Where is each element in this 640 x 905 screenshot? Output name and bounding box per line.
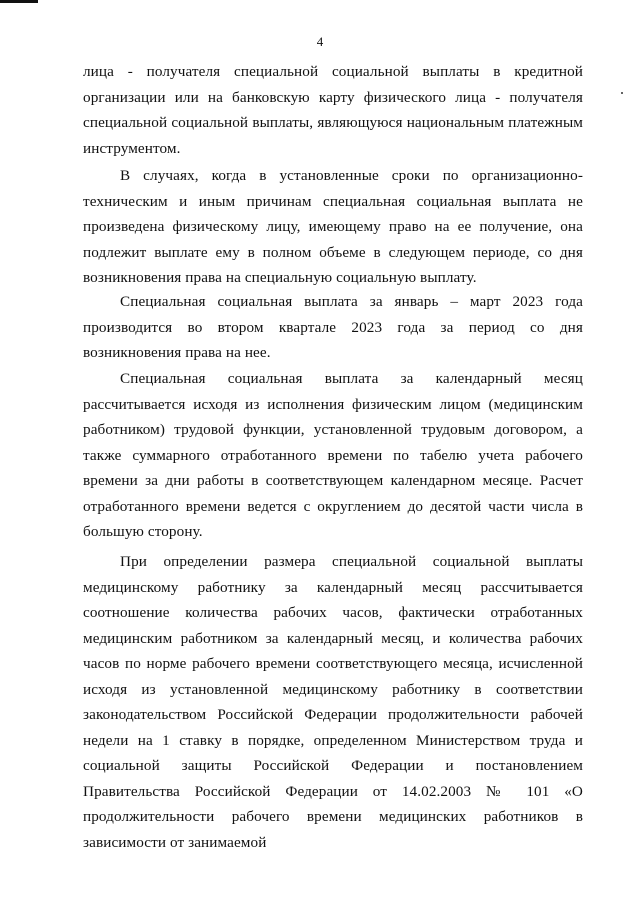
scan-speck: [621, 92, 623, 94]
paragraph-delayed-payment: В случаях, когда в установленные сроки по организационно-техническим и иным причинам специальная социальная выплата не произведена физическому лицу, имеющему право на ее получение, она подлежит выплате ему в полном объеме в следующем периоде, со дня возникновения права на специальную социальную выплату.: [83, 167, 583, 286]
paragraph-first-quarter-payment: Специальная социальная выплата за январь – март 2023 года производится во втором квартале 2023 года за период со дня возникновения права на нее.: [83, 293, 583, 361]
scan-corner-mark: [0, 0, 38, 3]
paragraph-payment-destination: лица - получателя специальной социальной выплаты в кредитной организации или на банковскую карту физического лица - получателя специальной социальной выплаты, являющуюся национальным платежным инструментом.: [83, 63, 583, 157]
paragraph-monthly-calculation: Специальная социальная выплата за календарный месяц рассчитывается исходя из исполнения физическим лицом (медицинским работником) трудовой функции, установленной трудовым договором, а также суммарного отработанного времени по табелю учета рабочего времени за дни работы в соответствующем календарном месяце. Расчет отработанного времени ведется с округлением до десятой части числа в большую сторону.: [83, 370, 583, 540]
paragraph-hours-ratio: При определении размера специальной социальной выплаты медицинскому работнику за календарный месяц рассчитывается соотношение количества рабочих часов, фактически отработанных медицинским работником за календарный месяц, и количества рабочих часов по норме рабочего времени соответствующего месяца, исчисленной исходя из установленной медицинскому работнику в соответствии законодательством Российской Федерации продолжительности рабочей недели на 1 ставку в порядке, определенном Министерством труда и социальной защиты Российской Федерации и постановлением Правительства Российской Федерации от 14.02.2003 № 101 «О продолжительности рабочего времени медицинских работников в зависимости от занимаемой: [83, 553, 583, 851]
page-number: 4: [316, 34, 324, 49]
